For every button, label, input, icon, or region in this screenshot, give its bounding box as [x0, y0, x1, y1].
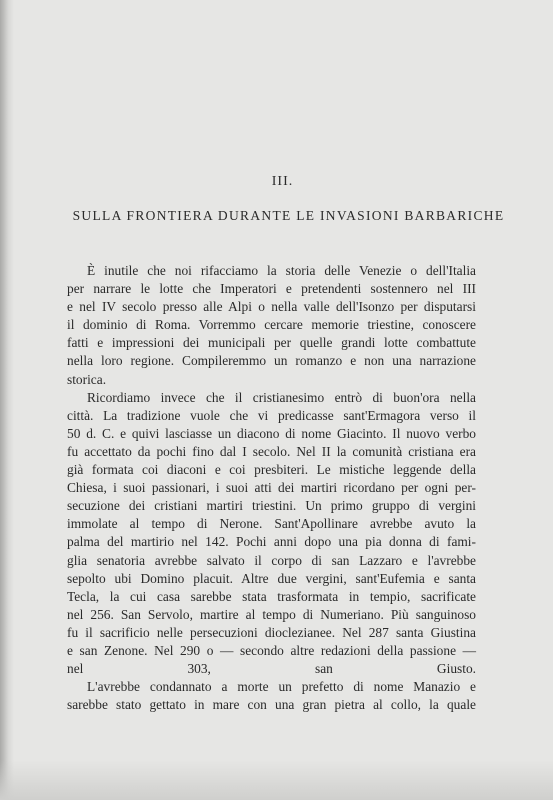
text-line: palma del martirio nel 142. Pochi anni dopo una pia donna di fami-	[67, 534, 476, 550]
text-line: Ricordiamo invece che il cristianesimo entrò di buon'ora nella	[87, 389, 476, 405]
paragraph-2	[67, 389, 476, 679]
text-line: il dominio di Roma. Vorremmo cercare memorie triestine, conoscere	[67, 317, 476, 333]
text-line: Chiesa, i suoi passionari, i suoi atti dei martiri ricordano per ogni per-	[67, 480, 476, 496]
chapter-title: SULLA FRONTIERA DURANTE LE INVASIONI BARBARICHE	[72, 208, 505, 223]
text-line: fu accettato da pochi fino dal I secolo. Nel II la comunità cristiana era	[67, 443, 476, 459]
text-line: per narrare le lotte che Imperatori e pretendenti sostennero nel III	[67, 281, 476, 297]
text-line: nel 256. San Servolo, martire al tempo di Numeriano. Più sanguinoso	[67, 606, 476, 622]
text-line: fatti e impressioni dei municipali per quelle grandi lotte combattute	[67, 335, 476, 351]
text-line: e nel IV secolo presso alle Alpi o nella valle dell'Isonzo per disputarsi	[67, 299, 476, 315]
body-text	[67, 262, 476, 714]
text-line: e san Zenone. Nel 290 o — secondo altre redazioni della passione —	[67, 642, 476, 658]
text-line: già formata coi diaconi e coi presbiteri. Le mistiche leggende della	[67, 462, 476, 478]
text-line: sepolto ubi Domino placuit. Altre due vergini, sant'Eufemia e santa	[67, 570, 476, 586]
text-line: sarebbe stato gettato in mare con una gran pietra al collo, la quale	[67, 697, 476, 713]
text-line: glia senatoria avrebbe salvato il corpo di san Lazzaro e l'avrebbe	[67, 552, 476, 568]
text-line: città. La tradizione vuole che vi predicasse sant'Ermagora verso il	[67, 407, 476, 423]
chapter-number: III.	[271, 174, 294, 189]
page-binding-shadow	[0, 0, 14, 800]
page-bottom-shadow	[0, 760, 553, 800]
text-line: Tecla, la cui casa sarebbe stata trasformata in tempio, sacrificate	[67, 588, 476, 604]
text-line: 50 d. C. e quivi lasciasse un diacono di nome Giacinto. Il nuovo verbo	[67, 425, 476, 441]
text-line: È inutile che noi rifacciamo la storia delle Venezie o dell'Italia	[87, 263, 476, 278]
text-line: fu il sacrificio nelle persecuzioni dioclezianee. Nel 287 santa Giustina	[67, 624, 476, 640]
text-line: immolate al tempo di Nerone. Sant'Apollinare avrebbe avuto la	[67, 516, 476, 532]
text-line: nel 303, san Giusto.	[67, 661, 476, 677]
text-line: secuzione dei cristiani martiri triestini. Un primo gruppo di vergini	[67, 498, 476, 514]
text-line: storica.	[67, 371, 107, 387]
text-line: nella loro regione. Compileremmo un romanzo e non una narrazione	[67, 353, 476, 369]
paragraph-3	[67, 678, 476, 714]
text-line: L'avrebbe condannato a morte un prefetto di nome Manazio e	[87, 679, 476, 695]
paragraph-1	[67, 262, 476, 389]
